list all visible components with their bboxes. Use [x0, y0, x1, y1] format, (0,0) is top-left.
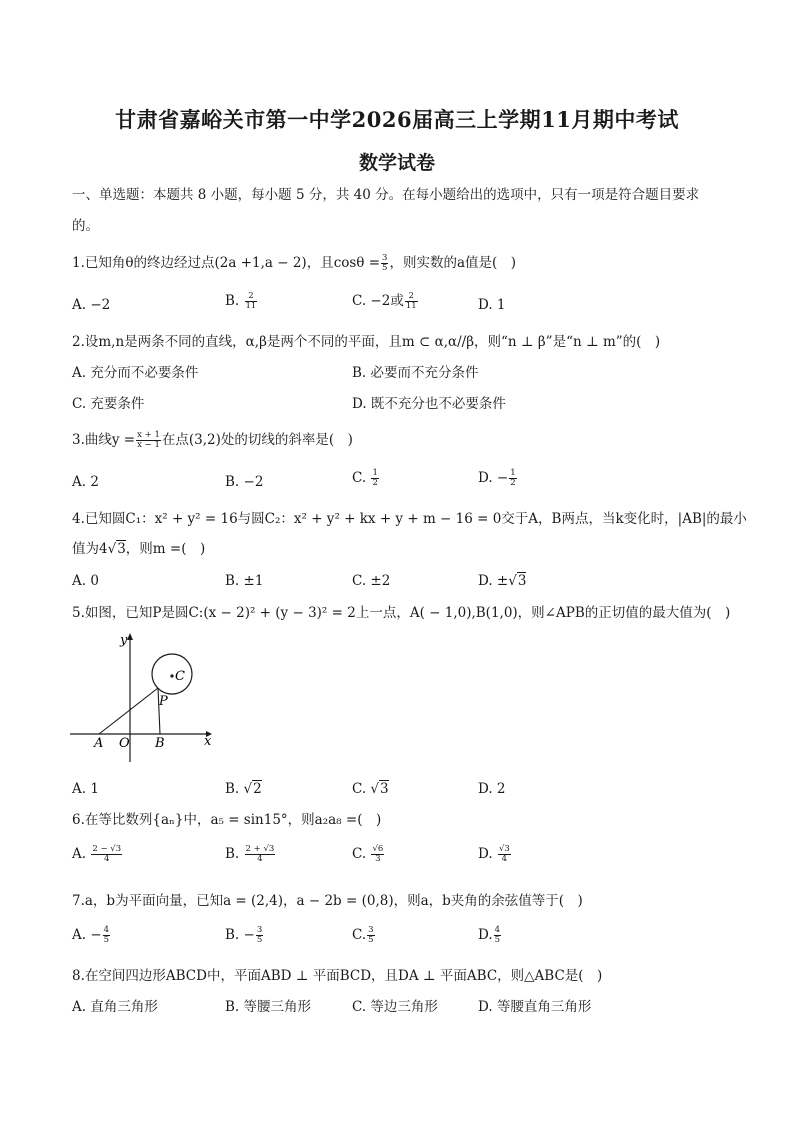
q4-option-b: B. ±1 — [225, 573, 264, 589]
q2-option-b: B. 必要而不充分条件 — [352, 365, 479, 381]
q7-option-b: B. − $\frac{3}{5}$ — [225, 925, 263, 945]
label-y: y — [120, 633, 128, 648]
q5-option-a: A. 1 — [72, 781, 99, 797]
label-a: A — [94, 736, 104, 751]
segment-ap — [99, 688, 158, 734]
q3-option-a: A. 2 — [72, 474, 99, 490]
q3-option-c: C. $\frac{1}{2}$ — [352, 468, 378, 488]
label-o: O — [119, 736, 130, 751]
question-7-stem: 7.a，b为平面向量，已知a = (2,4)，a − 2b = (0,8)，则a，b夹角的余弦值等于( ) — [72, 893, 583, 909]
q3-option-d: D. − $\frac{1}{2}$ — [478, 468, 516, 488]
q1-option-c: C. −2或 $\frac{2}{11}$ — [352, 291, 417, 311]
q2-option-d: D. 既不充分也不必要条件 — [352, 396, 506, 412]
question-6-stem: 6.在等比数列{aₙ}中，a₅ = sin15°，则a₂a₈ =( ) — [72, 812, 382, 828]
question-3-stem: 3.曲线y = $\frac{x + 1}{x - 1}$ 在点(3,2)处的切线的斜率是( ) — [72, 430, 353, 450]
q1-option-d: D. 1 — [478, 297, 506, 313]
q6-option-a: A. $\frac{2 - √3}{4}$ — [72, 844, 122, 864]
q2-option-a: A. 充分而不必要条件 — [72, 365, 199, 381]
section-instruction-line1: 一、单选题：本题共 8 小题，每小题 5 分，共 40 分。在每小题给出的选项中，只有一项是符合题目要求 — [72, 187, 700, 203]
q7-option-a: A. − $\frac{4}{5}$ — [72, 925, 110, 945]
q8-option-b: B. 等腰三角形 — [225, 999, 312, 1015]
label-x: x — [204, 734, 212, 749]
y-axis-arrow — [127, 633, 133, 640]
q1-frac: $\frac{3}{5}$ — [382, 253, 388, 273]
q6-option-b: B. $\frac{2 + √3}{4}$ — [225, 844, 275, 864]
q4-option-d: D. ±√3 — [478, 573, 527, 589]
q1-option-b: B. $\frac{2}{11}$ — [225, 291, 257, 311]
question-4-stem-line2: 值为4√3，则m =( ) — [72, 541, 206, 557]
q4-option-c: C. ±2 — [352, 573, 391, 589]
q6-option-c: C. $\frac{√6}{3}$ — [352, 844, 384, 864]
question-2-stem: 2.设m,n是两条不同的直线，α,β是两个不同的平面，且m ⊂ α,α//β，则“n ⊥ β”是“n ⊥ m”的( ) — [72, 334, 661, 350]
q2-option-c: C. 充要条件 — [72, 396, 145, 412]
q8-option-d: D. 等腰直角三角形 — [478, 999, 592, 1015]
q6-option-d: D. $\frac{√3}{4}$ — [478, 844, 510, 864]
label-b: B — [155, 736, 165, 751]
q5-option-b: B. √2 — [225, 781, 262, 797]
question-4-stem-line1: 4.已知圆C₁：x² + y² = 16与圆C₂：x² + y² + kx + y + m − 16 = 0交于A，B两点，当k变化时，|AB|的最小 — [72, 511, 747, 527]
q5-figure — [66, 628, 226, 768]
q4-option-a: A. 0 — [72, 573, 99, 589]
q1-option-a: A. −2 — [72, 297, 111, 313]
exam-title: 甘肃省嘉峪关市第一中学2026届高三上学期11月期中考试 — [115, 107, 679, 132]
q8-option-a: A. 直角三角形 — [72, 999, 158, 1015]
label-c: C — [175, 669, 185, 684]
q8-option-c: C. 等边三角形 — [352, 999, 438, 1015]
center-point — [170, 674, 173, 677]
question-8-stem: 8.在空间四边形ABCD中，平面ABD ⊥ 平面BCD，且DA ⊥ 平面ABC，则△ABC是( ) — [72, 968, 603, 984]
q3-option-b: B. −2 — [225, 474, 264, 490]
section-instruction-line2: 的。 — [72, 218, 99, 234]
question-5-stem: 5.如图，已知P是圆C:(x − 2)² + (y − 3)² = 2上一点，A( − 1,0),B(1,0)，则∠APB的正切值的最大值为( ) — [72, 605, 731, 621]
q5-option-c: C. √3 — [352, 781, 389, 797]
q7-option-d: D. $\frac{4}{5}$ — [478, 925, 501, 945]
q5-option-d: D. 2 — [478, 781, 506, 797]
q7-option-c: C. $\frac{3}{5}$ — [352, 925, 374, 945]
label-p: P — [159, 694, 168, 709]
exam-subtitle: 数学试卷 — [358, 152, 435, 174]
question-1-stem: 1.已知角θ的终边经过点(2a +1,a − 2)，且cosθ = $\frac{3}{5}$ ，则实数的a值是( ) — [72, 253, 517, 273]
